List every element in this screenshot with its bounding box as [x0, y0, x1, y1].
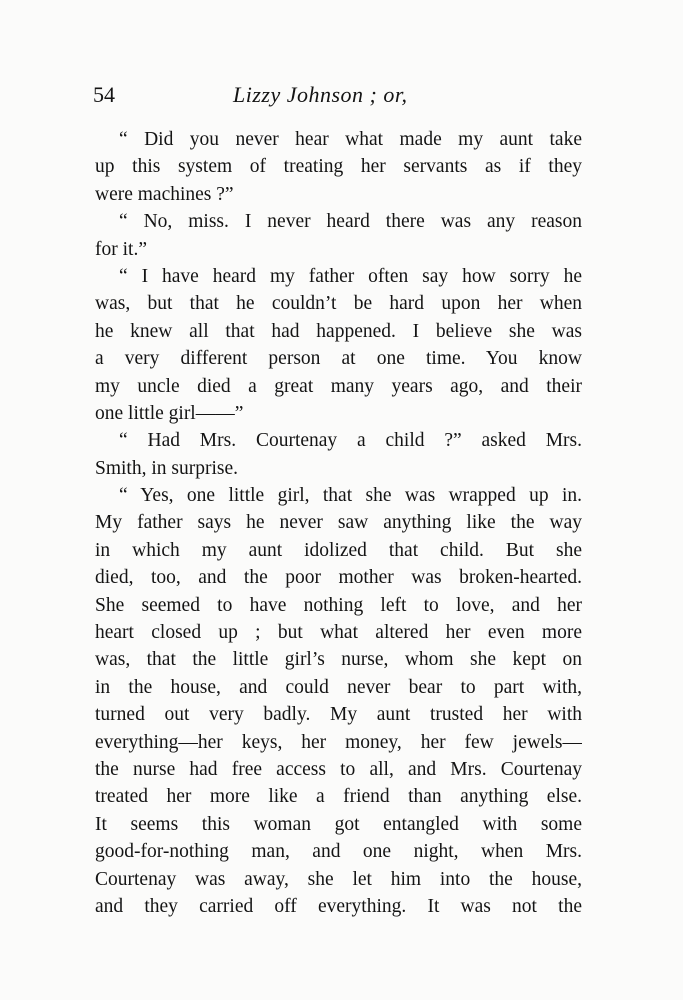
page-header: [93, 82, 583, 118]
text-line: for it.”: [95, 238, 147, 260]
text-line: “ No, miss. I never heard there was any reason: [119, 211, 582, 233]
text-line: heart closed up ; but what altered her even more: [95, 622, 582, 644]
text-line: died, too, and the poor mother was broken-hearted.: [95, 567, 582, 589]
text-line: treated her more like a friend than anything else.: [95, 786, 582, 808]
text-line: was, but that he couldn’t be hard upon her when: [95, 293, 582, 315]
text-line: my uncle died a great many years ago, and their: [95, 375, 582, 397]
text-line: My father says he never saw anything like the way: [95, 512, 582, 534]
body-text: [95, 126, 582, 920]
text-line: up this system of treating her servants as if they: [95, 156, 582, 178]
text-line: She seemed to have nothing left to love, and her: [95, 594, 582, 616]
text-line: was, that the little girl’s nurse, whom she kept on: [95, 649, 582, 671]
text-line: Smith, in surprise.: [95, 457, 239, 479]
text-line: good-for-nothing man, and one night, when Mrs.: [95, 841, 582, 863]
text-line: “ I have heard my father often say how sorry he: [119, 265, 582, 287]
text-line: “ Did you never hear what made my aunt take: [119, 129, 582, 150]
text-line: Courtenay was away, she let him into the house,: [95, 868, 582, 890]
text-line: he knew all that had happened. I believe she was: [95, 320, 582, 342]
text-line: It seems this woman got entangled with some: [95, 813, 582, 835]
text-line: in the house, and could never bear to part with,: [95, 676, 582, 698]
text-line: everything—her keys, her money, her few jewels—: [95, 731, 582, 753]
running-title: Lizzy Johnson ; or,: [233, 82, 408, 107]
page-number: 54: [93, 82, 115, 107]
text-line: a very different person at one time. You know: [95, 348, 582, 370]
text-line: turned out very badly. My aunt trusted her with: [95, 704, 582, 726]
text-line: and they carried off everything. It was not the: [95, 895, 582, 917]
text-line: were machines ?”: [95, 183, 234, 205]
text-line: in which my aunt idolized that child. But she: [95, 539, 582, 561]
text-line: the nurse had free access to all, and Mrs. Courtenay: [95, 758, 582, 780]
text-line: “ Had Mrs. Courtenay a child ?” asked Mrs.: [119, 430, 582, 452]
text-line: one little girl——”: [95, 402, 244, 424]
text-line: “ Yes, one little girl, that she was wrapped up in.: [119, 485, 582, 507]
